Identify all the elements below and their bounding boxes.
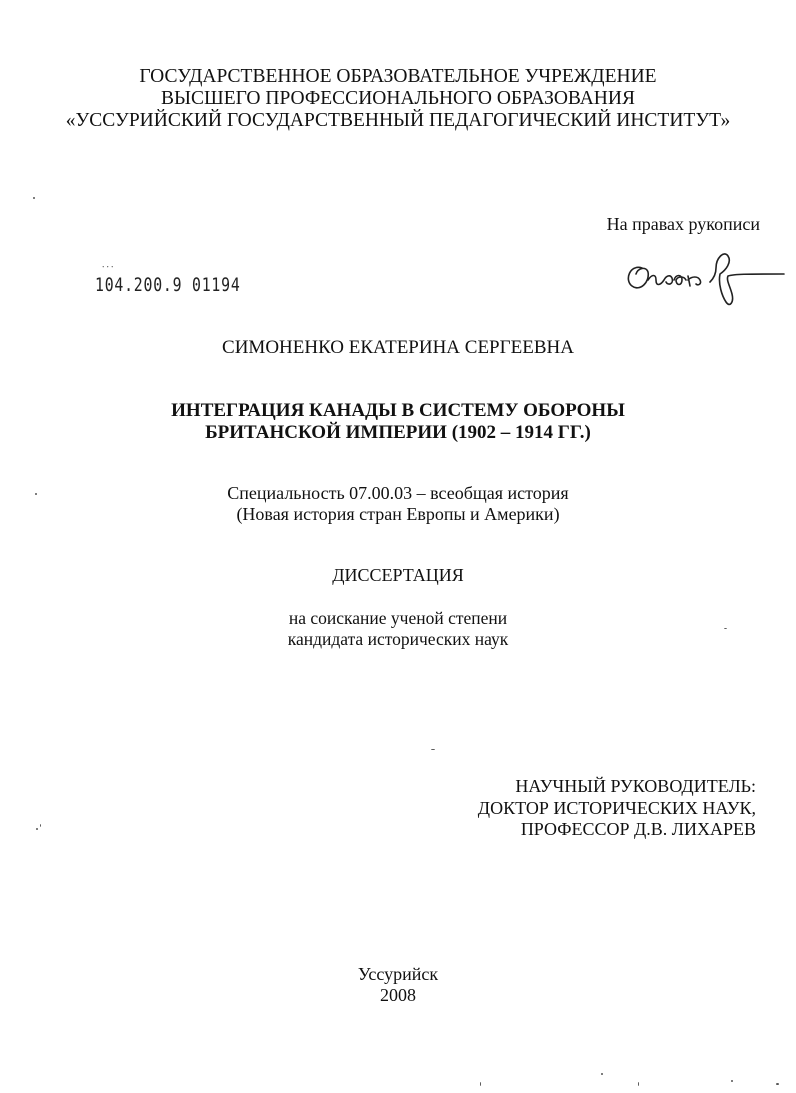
- scan-speck: [36, 828, 38, 830]
- scientific-advisor: [478, 776, 756, 841]
- scan-speck: [40, 824, 41, 827]
- manuscript-rights-label: На правах рукописи: [606, 214, 760, 234]
- advisor-line-3: ПРОФЕССОР Д.В. ЛИХАРЕВ: [520, 819, 756, 839]
- city-name: Уссурийск: [357, 964, 439, 984]
- dissertation-title: [0, 400, 796, 444]
- specialty-line-2: (Новая история стран Европы и Америки): [236, 504, 560, 524]
- scan-speck: [724, 628, 727, 629]
- scan-speck: [431, 749, 435, 750]
- scan-speck: [480, 1082, 481, 1086]
- document-type: ДИССЕРТАЦИЯ: [332, 565, 464, 585]
- scan-speck: [601, 1073, 603, 1075]
- year: 2008: [380, 985, 416, 1005]
- degree-line-2: кандидата исторических наук: [287, 629, 509, 649]
- title-line-2: БРИТАНСКОЙ ИМПЕРИИ (1902 – 1914 ГГ.): [205, 422, 591, 443]
- scan-speck: [638, 1082, 639, 1086]
- stamp-number: 104.200.9 01194: [95, 274, 241, 296]
- institution-line-3: «УССУРИЙСКИЙ ГОСУДАРСТВЕННЫЙ ПЕДАГОГИЧЕСКИЙ ИНСТИТУТ»: [65, 110, 731, 131]
- institution-line-1: ГОСУДАРСТВЕННОЕ ОБРАЗОВАТЕЛЬНОЕ УЧРЕЖДЕНИЕ: [139, 66, 657, 87]
- title-line-1: ИНТЕГРАЦИЯ КАНАДЫ В СИСТЕМУ ОБОРОНЫ: [171, 400, 625, 421]
- scan-speck: [33, 197, 35, 199]
- handwritten-signature: [620, 240, 786, 312]
- degree-block: [0, 608, 796, 650]
- specialty-line-1: Специальность 07.00.03 – всеобщая история: [227, 483, 569, 503]
- advisor-line-2: ДОКТОР ИСТОРИЧЕСКИХ НАУК,: [477, 797, 756, 818]
- specialty-block: [0, 483, 796, 525]
- institution-header: [0, 66, 796, 132]
- scan-speck: [731, 1080, 733, 1082]
- scan-speck: [776, 1083, 779, 1085]
- institution-line-2: ВЫСШЕГО ПРОФЕССИОНАЛЬНОГО ОБРАЗОВАНИЯ: [161, 88, 635, 109]
- author-name: СИМОНЕНКО ЕКАТЕРИНА СЕРГЕЕВНА: [222, 337, 574, 358]
- place-and-year: [0, 964, 796, 1006]
- degree-line-1: на соискание ученой степени: [288, 608, 508, 628]
- advisor-line-1: НАУЧНЫЙ РУКОВОДИТЕЛЬ:: [515, 776, 756, 796]
- scan-speck: [35, 493, 37, 495]
- stamp-marks: ∙∙∙: [102, 262, 116, 273]
